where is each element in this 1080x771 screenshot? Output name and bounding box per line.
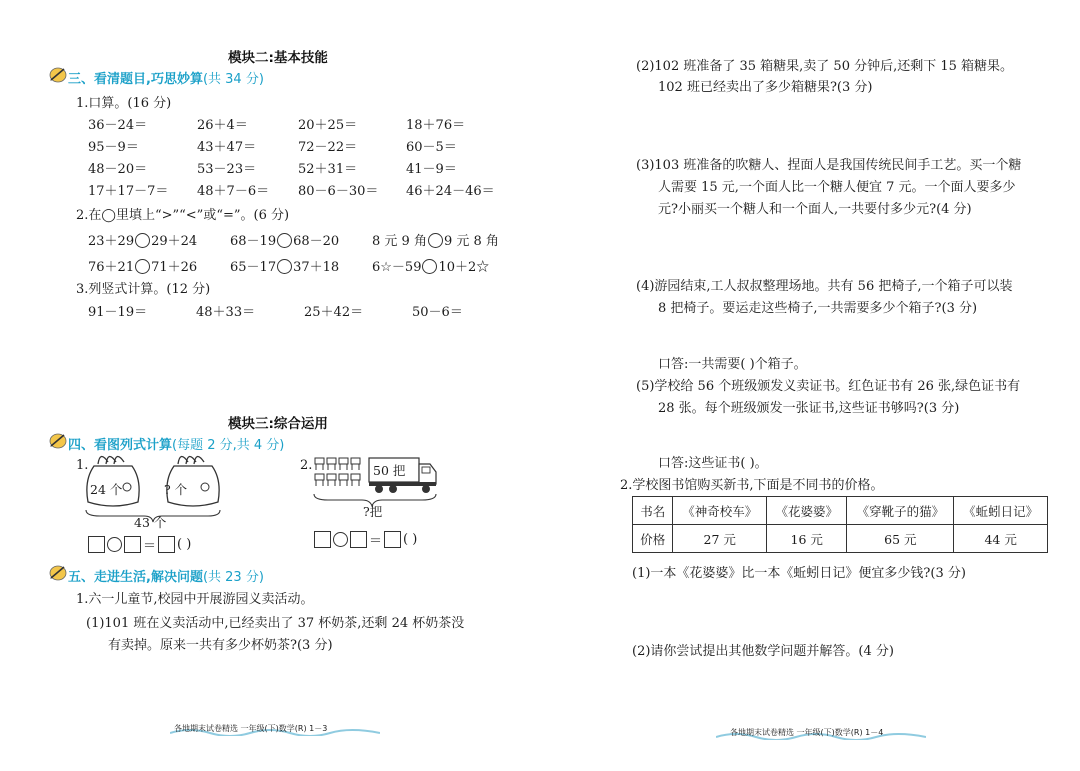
arithmetic-item: 43＋47＝: [197, 140, 257, 155]
price-cell: 16 元: [767, 525, 847, 553]
arithmetic-item: 26＋4＝: [197, 118, 248, 133]
arithmetic-item: 20＋25＝: [298, 118, 358, 133]
table-row-label: 书名: [633, 497, 673, 525]
vertical-calc-item: 48＋33＝: [196, 305, 256, 320]
q3-line2: 人需要 15 元,一个面人比一个糖人便宜 7 元。一个面人要多少: [658, 180, 1016, 195]
unit-paren: ( ): [177, 537, 192, 552]
answer-box[interactable]: [124, 536, 141, 553]
price-cell: 44 元: [954, 525, 1048, 553]
compare-circle[interactable]: [277, 233, 292, 248]
q4-line2: 8 把椅子。要运走这些椅子,一共需要多少个箱子?(3 分): [658, 301, 978, 316]
table-row: [633, 525, 1048, 553]
q2-title: 2.在◯里填上“>”“<”或“=”。(6 分): [76, 208, 290, 223]
q5-line2: 28 张。每个班级颁发一张证书,这些证书够吗?(3 分): [658, 401, 960, 416]
bag2-label: ? 个: [164, 482, 188, 497]
pencil-badge-icon: [48, 564, 68, 581]
unit-paren: ( ): [403, 532, 418, 547]
module2-title: 模块二:基本技能: [228, 50, 328, 66]
left-page-footer: 各地期末试卷精选 一年级(下)数学(R) 1－3: [174, 724, 328, 733]
compare-left: 23＋29: [88, 234, 135, 249]
arithmetic-item: 36－24＝: [88, 118, 148, 133]
bags-total-label: 43 个: [134, 515, 167, 530]
book-name-cell: 《神奇校车》: [673, 497, 767, 525]
problem2-q2: (2)请你尝试提出其他数学问题并解答。(4 分): [632, 644, 894, 659]
fig2-equation: [314, 530, 417, 549]
operator-circle[interactable]: [333, 532, 348, 547]
compare-right: 29＋24: [151, 234, 198, 249]
book-name-cell: 《蚯蚓日记》: [954, 497, 1048, 525]
compare-left: 68－19: [230, 234, 277, 249]
price-cell: 65 元: [847, 525, 954, 553]
compare-circle[interactable]: [428, 233, 443, 248]
answer-box[interactable]: [314, 531, 331, 548]
arithmetic-item: 41－9＝: [406, 162, 457, 177]
equals-sign: ＝: [369, 534, 383, 549]
q3-line3: 元?小丽买一个糖人和一个面人,一共要付多少元?(4 分): [658, 202, 972, 217]
compare-left: 65－17: [230, 260, 277, 275]
chairs-question-label: ?把: [363, 504, 383, 519]
compare-right: 71＋26: [151, 260, 198, 275]
table-row-label: 价格: [633, 525, 673, 553]
problem2-q1: (1)一本《花婆婆》比一本《蚯蚓日记》便宜多少钱?(3 分): [632, 566, 966, 581]
section-3-title: 三、看清题目,巧思妙算: [68, 72, 203, 87]
section-4-title: 四、看图列式计算: [68, 438, 173, 453]
bag1-label: 24 个: [90, 482, 123, 497]
problem1-q1-line1: (1)101 班在义卖活动中,已经卖出了 37 杯奶茶,还剩 24 杯奶茶没: [86, 616, 465, 631]
q5-oral-answer: 口答:这些证书( )。: [658, 456, 768, 471]
table-row: [633, 497, 1048, 525]
compare-item: [230, 256, 339, 275]
compare-item: [372, 230, 499, 249]
compare-right: 68－20: [293, 234, 340, 249]
compare-right: 37＋18: [293, 260, 340, 275]
compare-circle[interactable]: [422, 259, 437, 274]
q1-title: 1.口算。(16 分): [76, 96, 172, 111]
arithmetic-item: 80－6－30＝: [298, 184, 379, 199]
problem2-intro: 2.学校图书馆购买新书,下面是不同书的价格。: [620, 478, 884, 493]
compare-circle[interactable]: [277, 259, 292, 274]
q4-oral-answer: 口答:一共需要( )个箱子。: [658, 357, 807, 372]
section-5-score: (共 23 分): [202, 570, 264, 585]
price-cell: 27 元: [673, 525, 767, 553]
arithmetic-item: 72－22＝: [298, 140, 358, 155]
equals-sign: ＝: [143, 539, 157, 554]
q5-line1: (5)学校给 56 个班级颁发义卖证书。红色证书有 26 张,绿色证书有: [636, 379, 1021, 394]
pencil-badge-icon: [48, 432, 68, 449]
arithmetic-item: 48－20＝: [88, 162, 148, 177]
compare-left: 76＋21: [88, 260, 135, 275]
book-name-cell: 《穿靴子的猫》: [847, 497, 954, 525]
arithmetic-item: 18＋76＝: [406, 118, 466, 133]
pencil-badge-icon: [48, 66, 68, 83]
arithmetic-item: 48＋7－6＝: [197, 184, 270, 199]
compare-left: 8 元 9 角: [372, 234, 427, 249]
fig2-number: 2.: [300, 458, 313, 473]
q2-line1: (2)102 班准备了 35 箱糖果,卖了 50 分钟后,还剩下 15 箱糖果。: [636, 59, 1014, 74]
arithmetic-item: 53－23＝: [197, 162, 257, 177]
section-5-heading: [68, 566, 264, 585]
truck-label: 50 把: [373, 463, 406, 478]
compare-circle[interactable]: [135, 259, 150, 274]
compare-circle[interactable]: [135, 233, 150, 248]
compare-item: [88, 256, 197, 275]
vertical-calc-item: 25＋42＝: [304, 305, 364, 320]
section-5-title: 五、走进生活,解决问题: [68, 570, 203, 585]
right-page-footer: 各地期末试卷精选 一年级(下)数学(R) 1－4: [730, 728, 884, 737]
section-4-score: (每题 2 分,共 4 分): [172, 438, 285, 453]
q2-line2: 102 班已经卖出了多少箱糖果?(3 分): [658, 80, 873, 95]
arithmetic-item: 46＋24－46＝: [406, 184, 495, 199]
compare-item: [230, 230, 339, 249]
arithmetic-item: 95－9＝: [88, 140, 139, 155]
q3-title: 3.列竖式计算。(12 分): [76, 282, 211, 297]
compare-right: 10＋2☆: [438, 260, 490, 275]
q4-line1: (4)游园结束,工人叔叔整理场地。共有 56 把椅子,一个箱子可以装: [636, 279, 1013, 294]
module3-title: 模块三:综合运用: [228, 416, 328, 432]
q3-line1: (3)103 班准备的吹糖人、捏面人是我国传统民间手工艺。买一个糖: [636, 158, 1022, 173]
compare-left: 6☆－59: [372, 260, 422, 275]
compare-right: 9 元 8 角: [443, 234, 499, 249]
fig1-equation: [88, 535, 191, 554]
book-name-cell: 《花婆婆》: [767, 497, 847, 525]
vertical-calc-item: 50－6＝: [412, 305, 463, 320]
problem1-q1-line2: 有卖掉。原来一共有多少杯奶茶?(3 分): [108, 638, 333, 653]
vertical-calc-item: 91－19＝: [88, 305, 148, 320]
answer-box[interactable]: [350, 531, 367, 548]
fig1-number: 1.: [76, 458, 89, 473]
arithmetic-item: 60－5＝: [406, 140, 457, 155]
problem1-intro: 1.六一儿童节,校园中开展游园义卖活动。: [76, 592, 314, 607]
answer-box[interactable]: [158, 536, 175, 553]
compare-item: [88, 230, 197, 249]
section-3-heading: [68, 68, 264, 87]
book-price-table: [632, 496, 1048, 553]
section-3-score: (共 34 分): [202, 72, 264, 87]
arithmetic-item: 17＋17－7＝: [88, 184, 169, 199]
arithmetic-item: 52＋31＝: [298, 162, 358, 177]
answer-box[interactable]: [384, 531, 401, 548]
answer-box[interactable]: [88, 536, 105, 553]
compare-item: [372, 256, 489, 275]
operator-circle[interactable]: [107, 537, 122, 552]
